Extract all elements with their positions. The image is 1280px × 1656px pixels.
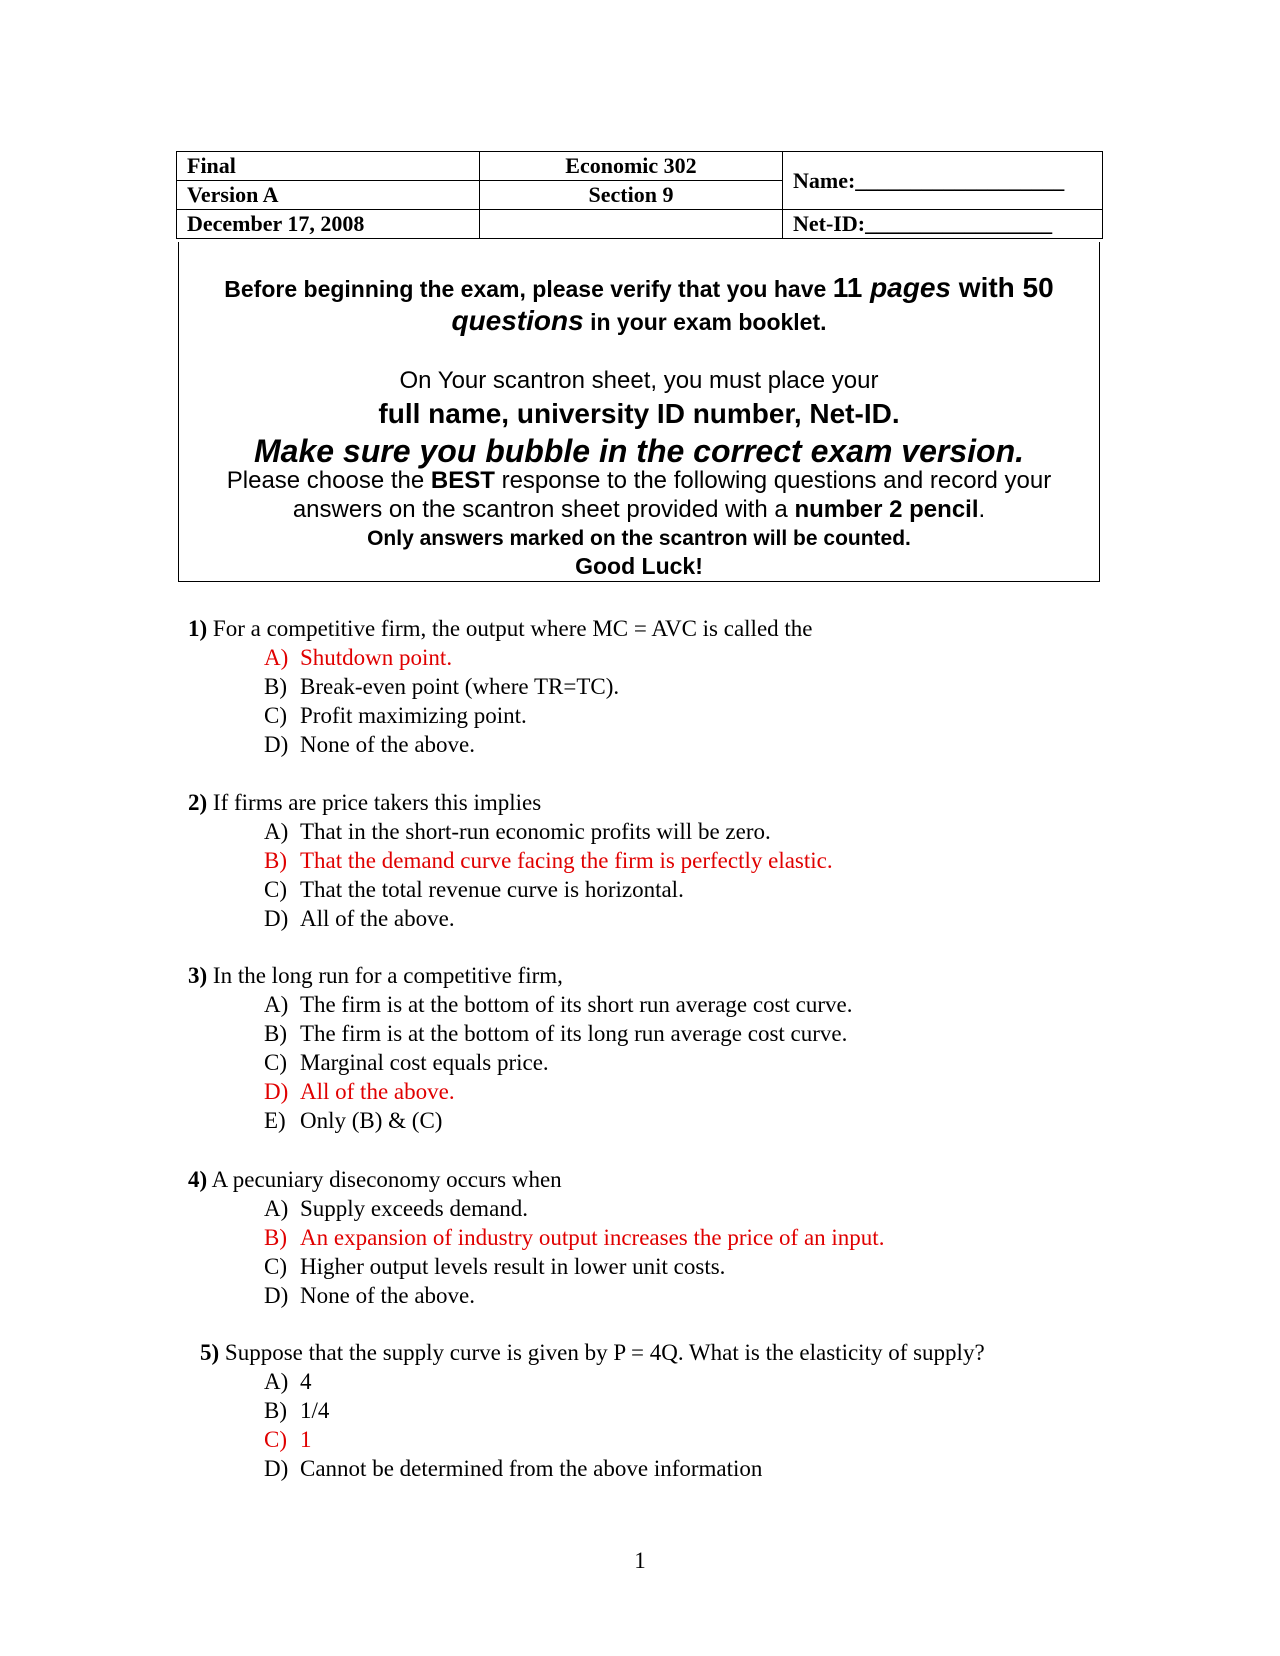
option-d: D) Cannot be determined from the above information: [264, 1456, 763, 1481]
option-b-correct: B) That the demand curve facing the firm is perfectly elastic.: [264, 848, 833, 873]
option-c: C) Higher output levels result in lower unit costs.: [264, 1254, 726, 1279]
question-stem: 1) For a competitive firm, the output where MC = AVC is called the: [188, 616, 813, 641]
exam-header-table: [176, 151, 1103, 239]
question-stem: 4) A pecuniary diseconomy occurs when: [188, 1167, 562, 1192]
question-stem: 5) Suppose that the supply curve is given by P = 4Q. What is the elasticity of supply?: [200, 1340, 985, 1365]
option-a: A) That in the short-run economic profits will be zero.: [264, 819, 771, 844]
scantron-required-fields: full name, university ID number, Net-ID.: [378, 398, 900, 429]
question-stem: 3) In the long run for a competitive firm,: [188, 963, 563, 988]
option-b: B) Break-even point (where TR=TC).: [264, 674, 620, 699]
course-name: Economic 302: [480, 152, 783, 181]
scantron-instruction: On Your scantron sheet, you must place your: [399, 367, 879, 394]
option-a: A) The firm is at the bottom of its short run average cost curve.: [264, 992, 853, 1017]
question-stem: 2) If firms are price takers this implies: [188, 790, 542, 815]
option-d-correct: D) All of the above.: [264, 1079, 455, 1104]
exam-version-warning: Make sure you bubble in the correct exam version.: [253, 433, 1025, 469]
course-section: Section 9: [480, 181, 783, 210]
exam-version: Version A: [177, 181, 480, 210]
question-1: [188, 614, 813, 759]
option-d: D) All of the above.: [264, 906, 455, 931]
name-field[interactable]: Name:___________________: [783, 152, 1103, 210]
verify-pages-instruction: Before beginning the exam, please verify that you have 11 pages with 50 questions in your exam booklet.: [224, 272, 1054, 336]
option-a: A) 4: [264, 1369, 312, 1394]
question-3: [188, 961, 852, 1135]
option-a: A) Supply exceeds demand.: [264, 1196, 529, 1221]
option-c: C) Profit maximizing point.: [264, 703, 527, 728]
option-b: B) The firm is at the bottom of its long run average cost curve.: [264, 1021, 848, 1046]
option-d: D) None of the above.: [264, 1283, 475, 1308]
option-e: E) Only (B) & (C): [264, 1108, 443, 1133]
empty-cell: [480, 210, 783, 239]
answer-instruction: Please choose the BEST response to the following questions and record your answers on the scantron sheet provided with a number 2 pencil.: [226, 467, 1052, 523]
good-luck: Good Luck!: [575, 553, 703, 579]
page-number: 1: [634, 1548, 646, 1573]
option-c-correct: C) 1: [264, 1427, 312, 1452]
exam-date: December 17, 2008: [177, 210, 480, 239]
option-b: B) 1/4: [264, 1398, 330, 1423]
exam-title: Final: [177, 152, 480, 181]
option-b-correct: B) An expansion of industry output increases the price of an input.: [264, 1225, 885, 1250]
option-c: C) That the total revenue curve is horizontal.: [264, 877, 684, 902]
netid-field[interactable]: Net-ID:_________________: [783, 210, 1103, 239]
option-d: D) None of the above.: [264, 732, 475, 757]
question-4: [188, 1165, 884, 1310]
option-c: C) Marginal cost equals price.: [264, 1050, 549, 1075]
question-5: [200, 1338, 985, 1483]
question-2: [188, 788, 833, 933]
scantron-count-note: Only answers marked on the scantron will be counted.: [367, 527, 911, 550]
instruction-box: [178, 242, 1100, 582]
option-a-correct: A) Shutdown point.: [264, 645, 453, 670]
